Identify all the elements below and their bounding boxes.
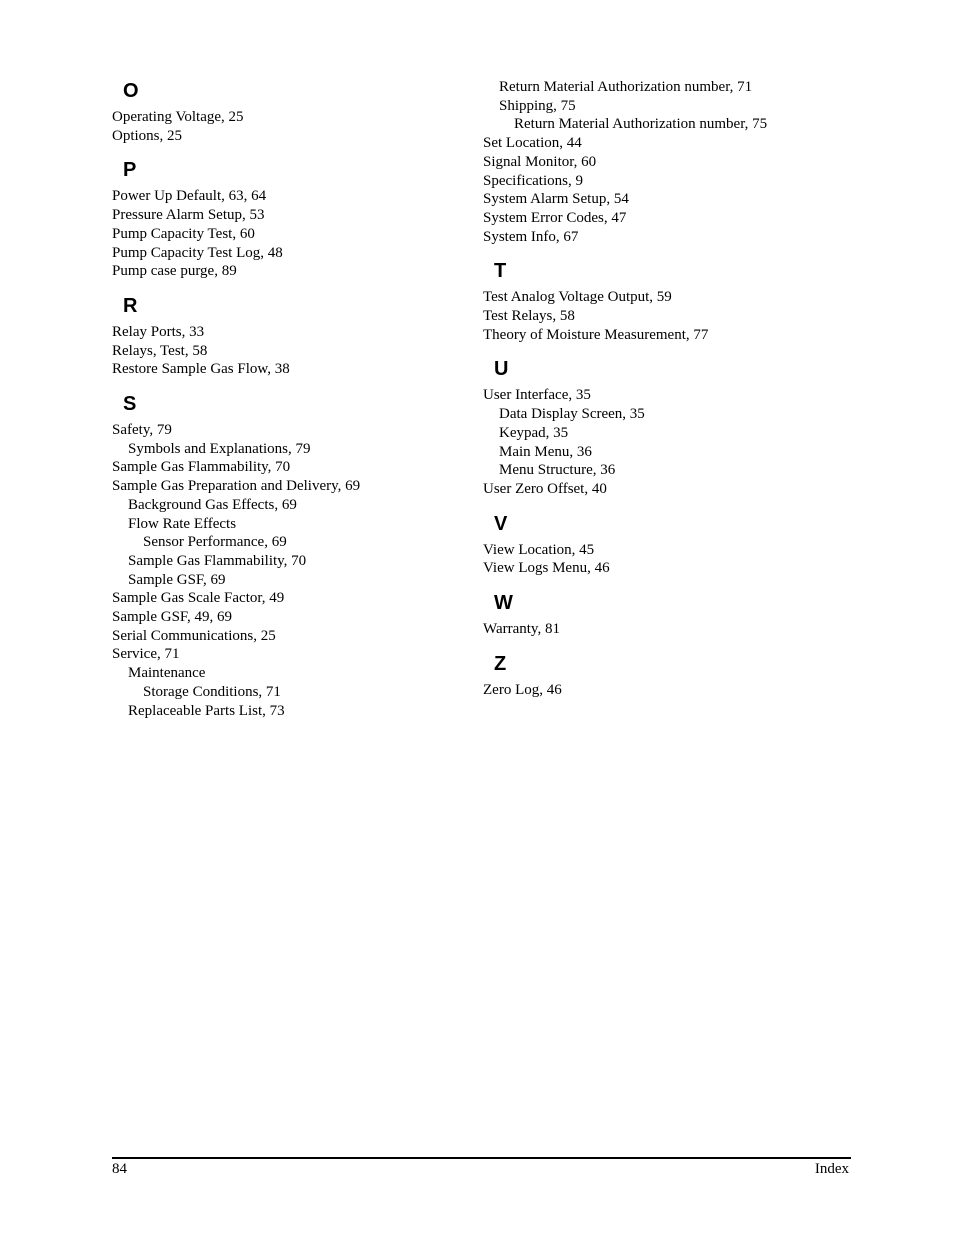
index-entry: Maintenance <box>128 665 206 682</box>
index-entry: Sample GSF, 49, 69 <box>112 609 233 626</box>
index-section-w <box>483 590 883 639</box>
section-letter-heading: T <box>494 260 507 283</box>
index-entry: Zero Log, 46 <box>483 681 562 698</box>
index-entry: Pump Capacity Test, 60 <box>112 225 255 242</box>
index-entry: User Interface, 35 <box>483 387 591 404</box>
index-entry: Menu Structure, 36 <box>499 462 616 479</box>
footer-rule <box>112 1157 851 1159</box>
index-entry: Signal Monitor, 60 <box>483 153 597 170</box>
index-entry: Flow Rate Effects <box>128 515 237 532</box>
index-entry: Serial Communications, 25 <box>112 627 276 644</box>
index-entry: Return Material Authorization number, 75 <box>514 116 768 133</box>
page-number: 84 <box>112 1161 127 1177</box>
index-entry: Restore Sample Gas Flow, 38 <box>112 361 290 378</box>
index-entry: Set Location, 44 <box>483 135 582 152</box>
index-entry: Specifications, 9 <box>483 172 583 189</box>
index-entry: Sample Gas Scale Factor, 49 <box>112 590 285 607</box>
index-entry: Return Material Authorization number, 71 <box>499 79 753 95</box>
index-entry: Operating Voltage, 25 <box>112 109 244 125</box>
index-section-p <box>112 157 472 281</box>
index-section-r <box>112 293 472 379</box>
index-entry: Pump case purge, 89 <box>112 263 237 280</box>
index-section-u <box>483 356 883 498</box>
index-section-t <box>483 258 883 344</box>
index-section-v <box>483 511 883 578</box>
index-entry: Test Analog Voltage Output, 59 <box>483 289 672 306</box>
continued-entries <box>483 78 883 246</box>
entry-list <box>483 681 883 700</box>
index-entry: Keypad, 35 <box>499 424 569 441</box>
index-entry: Replaceable Parts List, 73 <box>128 702 285 719</box>
index-entry: Safety, 79 <box>112 422 172 439</box>
section-letter-heading: P <box>123 159 137 182</box>
index-entry: System Error Codes, 47 <box>483 209 627 226</box>
section-letter-heading: O <box>123 80 139 102</box>
section-letter-heading: S <box>123 393 137 416</box>
section-letter-heading: Z <box>494 652 507 675</box>
footer-section-label: Index <box>814 1161 849 1177</box>
index-entry: View Logs Menu, 46 <box>483 560 610 577</box>
index-entry: Sample GSF, 69 <box>128 571 226 588</box>
index-entry: Storage Conditions, 71 <box>143 683 281 700</box>
index-entry: Main Menu, 36 <box>499 443 592 460</box>
index-entry: Pressure Alarm Setup, 53 <box>112 207 265 224</box>
index-entry: User Zero Offset, 40 <box>483 480 607 497</box>
index-section-s <box>112 391 472 720</box>
index-column-right <box>483 78 883 699</box>
index-entry: Sensor Performance, 69 <box>143 534 287 551</box>
index-entry: System Alarm Setup, 54 <box>483 191 629 208</box>
index-entry: View Location, 45 <box>483 541 595 558</box>
index-entry: Data Display Screen, 35 <box>499 406 645 423</box>
entry-list <box>112 108 472 145</box>
entry-list <box>112 187 472 281</box>
index-entry: Sample Gas Preparation and Delivery, 69 <box>112 478 361 495</box>
index-entry: Service, 71 <box>112 646 180 663</box>
index-entry: Power Up Default, 63, 64 <box>112 188 267 205</box>
section-letter-heading: U <box>494 358 509 381</box>
index-section-z <box>483 651 883 700</box>
entry-list <box>112 421 472 720</box>
entry-list <box>483 288 883 344</box>
entry-list <box>483 386 883 498</box>
index-entry: Background Gas Effects, 69 <box>128 496 297 513</box>
index-entry: Shipping, 75 <box>499 97 576 114</box>
index-entry: Relay Ports, 33 <box>112 323 205 340</box>
index-entry: Theory of Moisture Measurement, 77 <box>483 326 709 343</box>
index-entry: Sample Gas Flammability, 70 <box>128 552 307 569</box>
index-entry: Pump Capacity Test Log, 48 <box>112 244 283 261</box>
index-entry: Symbols and Explanations, 79 <box>128 440 311 457</box>
entry-list <box>112 323 472 379</box>
index-entry: Sample Gas Flammability, 70 <box>112 459 291 476</box>
index-entry: Warranty, 81 <box>483 621 560 638</box>
entry-list <box>483 620 883 639</box>
index-entry: Options, 25 <box>112 127 183 144</box>
index-entry: Test Relays, 58 <box>483 308 575 325</box>
index-column-left <box>112 78 472 720</box>
index-entry: Relays, Test, 58 <box>112 342 208 359</box>
section-letter-heading: R <box>123 294 138 317</box>
entry-list <box>483 541 883 578</box>
section-letter-heading: V <box>494 512 508 535</box>
index-entry: System Info, 67 <box>483 228 579 245</box>
section-letter-heading: W <box>494 592 513 615</box>
index-section-o <box>112 78 472 145</box>
